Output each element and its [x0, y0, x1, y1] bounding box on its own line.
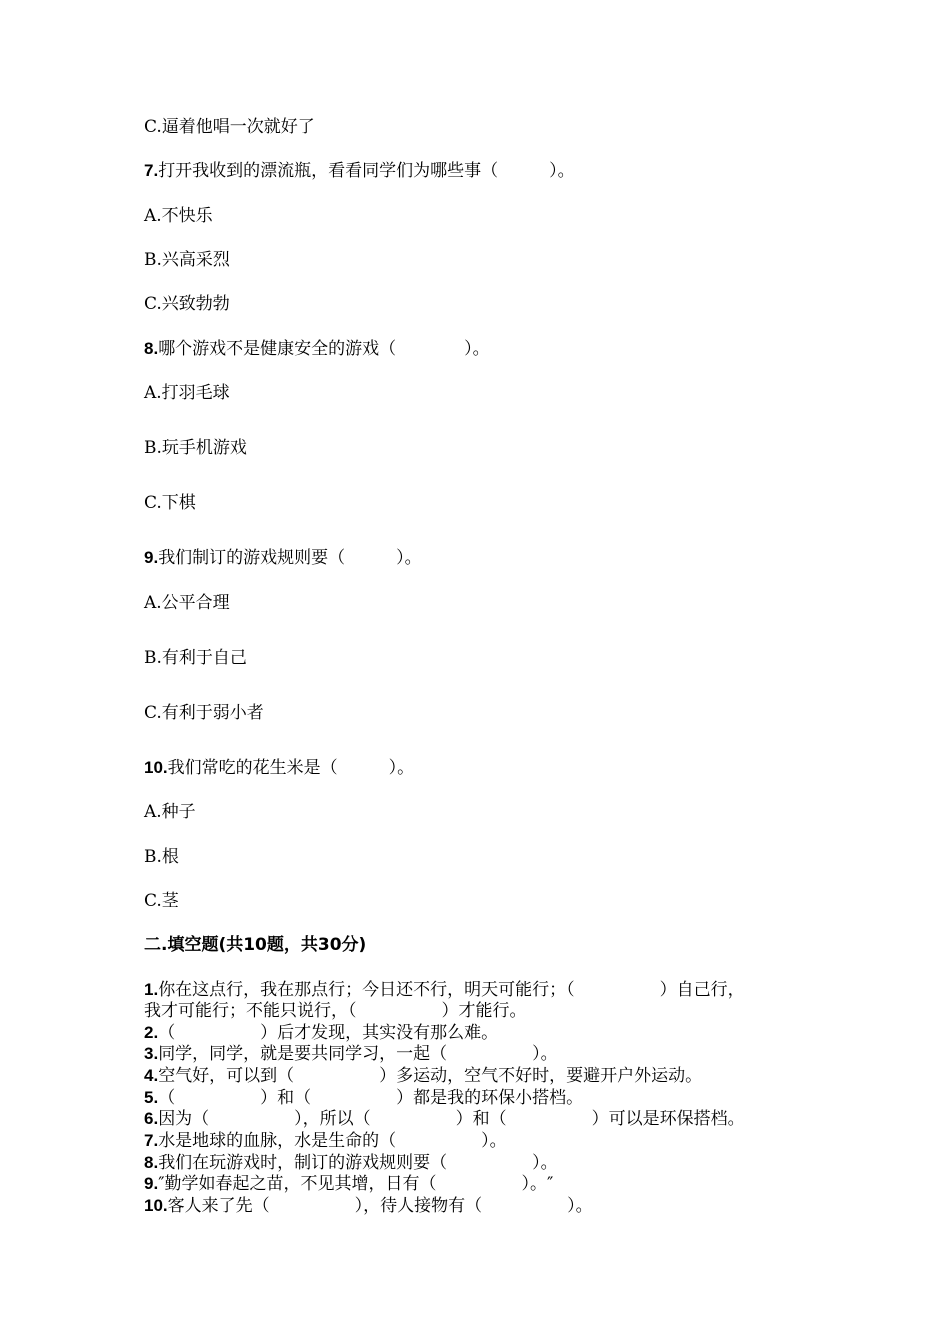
- q7-option-c: C.兴致勃勃: [144, 294, 230, 314]
- item-text: 水是地球的血脉，水是生命的（ ）。: [158, 1131, 507, 1151]
- item-number: 2.: [144, 1023, 159, 1042]
- item-text: （ ）后才发现，其实没有那么难。: [158, 1023, 499, 1043]
- item-number: 8.: [144, 1153, 159, 1172]
- item-number: 7.: [144, 1131, 159, 1150]
- fill-item: [144, 1000, 527, 1022]
- q10-option-b: B.根: [144, 847, 179, 867]
- question-number: 10.: [144, 758, 168, 777]
- q8-option-b: B.玩手机游戏: [144, 438, 247, 458]
- item-text: 空气好，可以到（ ）多运动，空气不好时，要避开户外运动。: [158, 1066, 703, 1086]
- question-text: 我们制订的游戏规则要（ ）。: [158, 548, 422, 568]
- item-text: 你在这点行，我在那点行；今日还不行，明天可能行；（ ）自己行，: [158, 980, 745, 1000]
- item-text: 我才可能行；不能只说行，（ ）才能行。: [144, 1001, 527, 1021]
- item-text: 客人来了先（ ），待人接物有（ ）。: [167, 1196, 593, 1216]
- item-number: 1.: [144, 980, 159, 999]
- item-number: 9.: [144, 1174, 159, 1193]
- question-10: [144, 757, 414, 779]
- item-number: 10.: [144, 1196, 168, 1215]
- question-number: 9.: [144, 548, 159, 567]
- fill-item: [144, 1173, 553, 1195]
- question-number: 7.: [144, 161, 159, 180]
- q9-option-b: B.有利于自己: [144, 648, 247, 668]
- q8-option-c: C.下棋: [144, 493, 196, 513]
- question-7: [144, 160, 575, 182]
- fill-item: [144, 1043, 558, 1065]
- question-8: [144, 338, 490, 360]
- fill-item: [144, 979, 745, 1001]
- q7-option-a: A.不快乐: [144, 206, 213, 226]
- question-text: 打开我收到的漂流瓶，看看同学们为哪些事（ ）。: [158, 161, 575, 181]
- section-title: 二.填空题(共10题，共30分): [144, 935, 367, 955]
- item-text: 因为（ ），所以（ ）和（ ）可以是环保搭档。: [158, 1109, 745, 1129]
- item-number: 3.: [144, 1044, 159, 1063]
- question-text: 哪个游戏不是健康安全的游戏（ ）。: [158, 339, 490, 359]
- fill-item: [144, 1022, 498, 1044]
- q9-option-c: C.有利于弱小者: [144, 703, 264, 723]
- question-text: 我们常吃的花生米是（ ）。: [167, 758, 415, 778]
- q8-option-a: A.打羽毛球: [144, 383, 230, 403]
- fill-item: [144, 1130, 507, 1152]
- fill-item: [144, 1195, 593, 1217]
- question-9: [144, 547, 422, 569]
- q6-option-c: C.逼着他唱一次就好了: [144, 117, 315, 137]
- item-number: 5.: [144, 1088, 159, 1107]
- fill-item: [144, 1065, 702, 1087]
- question-number: 8.: [144, 339, 159, 358]
- fill-item: [144, 1087, 583, 1109]
- q9-option-a: A.公平合理: [144, 593, 230, 613]
- q10-option-c: C.茎: [144, 891, 179, 911]
- item-text: （ ）和（ ）都是我的环保小搭档。: [158, 1088, 584, 1108]
- item-text: ″勤学如春起之苗，不见其增，日有（ ）。″: [158, 1174, 554, 1194]
- item-number: 4.: [144, 1066, 159, 1085]
- q10-option-a: A.种子: [144, 802, 196, 822]
- item-text: 我们在玩游戏时，制订的游戏规则要（ ）。: [158, 1153, 558, 1173]
- q7-option-b: B.兴高采烈: [144, 250, 230, 270]
- fill-item: [144, 1108, 745, 1130]
- item-number: 6.: [144, 1109, 159, 1128]
- fill-item: [144, 1152, 558, 1174]
- item-text: 同学，同学，就是要共同学习，一起（ ）。: [158, 1044, 558, 1064]
